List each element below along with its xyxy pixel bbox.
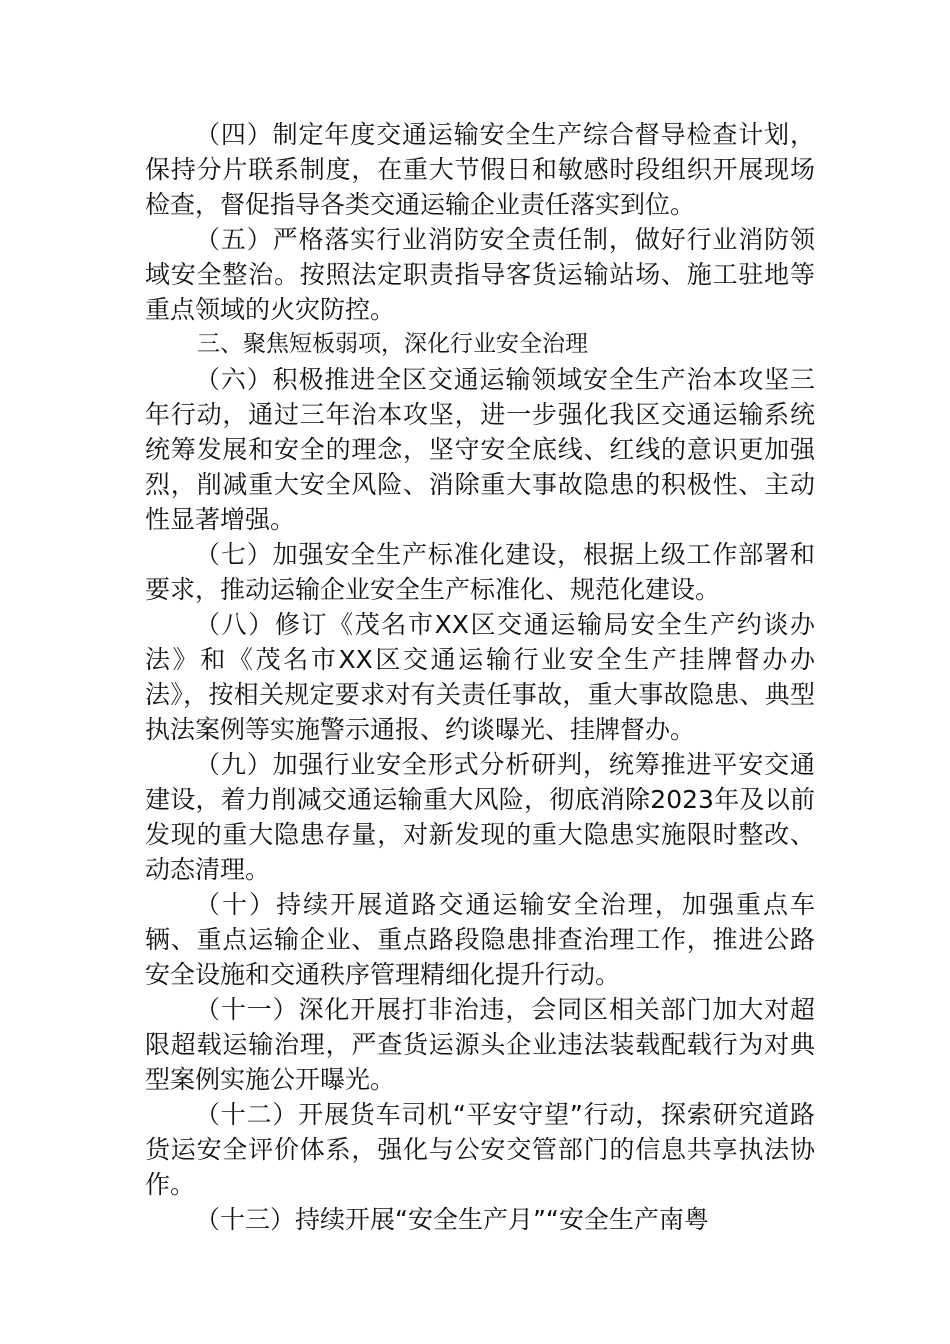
paragraph-12: （十二）开展货车司机“平安守望”行动，探索研究道路货运安全评价体系，强化与公安交管部门的信息共享执法协作。 — [145, 1100, 815, 1199]
document-body — [145, 117, 815, 1237]
paragraph-11: （十一）深化开展打非治违，会同区相关部门加大对超限超载运输治理，严查货运源头企业违法装载配载行为对典型案例实施公开曝光。 — [145, 995, 815, 1094]
paragraph-9: （九）加强行业安全形式分析研判，统筹推进平安交通建设，着力削减交通运输重大风险，彻底消除2023年及以前发现的重大隐患存量，对新发现的重大隐患实施限时整改、动态清理。 — [145, 750, 815, 884]
paragraph-8: （八）修订《茂名市XX区交通运输局安全生产约谈办法》和《茂名市XX区交通运输行业安全生产挂牌督办办法》，按相关规定要求对有关责任事故，重大事故隐患、典型执法案例等实施警示通报、约谈曝光、挂牌督办。 — [145, 610, 815, 744]
paragraph-10: （十）持续开展道路交通运输安全治理，加强重点车辆、重点运输企业、重点路段隐患排查治理工作，推进公路安全设施和交通秩序管理精细化提升行动。 — [145, 890, 815, 989]
paragraph-5: （五）严格落实行业消防安全责任制，做好行业消防领域安全整治。按照法定职责指导客货运输站场、施工驻地等重点领域的火灾防控。 — [145, 225, 815, 324]
paragraph-7: （七）加强安全生产标准化建设，根据上级工作部署和要求，推动运输企业安全生产标准化、规范化建设。 — [145, 540, 815, 604]
paragraph-4: （四）制定年度交通运输安全生产综合督导检查计划，保持分片联系制度，在重大节假日和敏感时段组织开展现场检查，督促指导各类交通运输企业责任落实到位。 — [145, 120, 815, 219]
paragraph-6: （六）积极推进全区交通运输领域安全生产治本攻坚三年行动，通过三年治本攻坚，进一步强化我区交通运输系统统筹发展和安全的理念，坚守安全底线、红线的意识更加强烈，削减重大安全风险、消除重大事故隐患的积极性、主动性显著增强。 — [145, 365, 815, 534]
paragraph-13: （十三）持续开展“安全生产月”“安全生产南粤 — [195, 1205, 709, 1234]
section-heading-3: 三、聚焦短板弱项，深化行业安全治理 — [197, 331, 588, 357]
